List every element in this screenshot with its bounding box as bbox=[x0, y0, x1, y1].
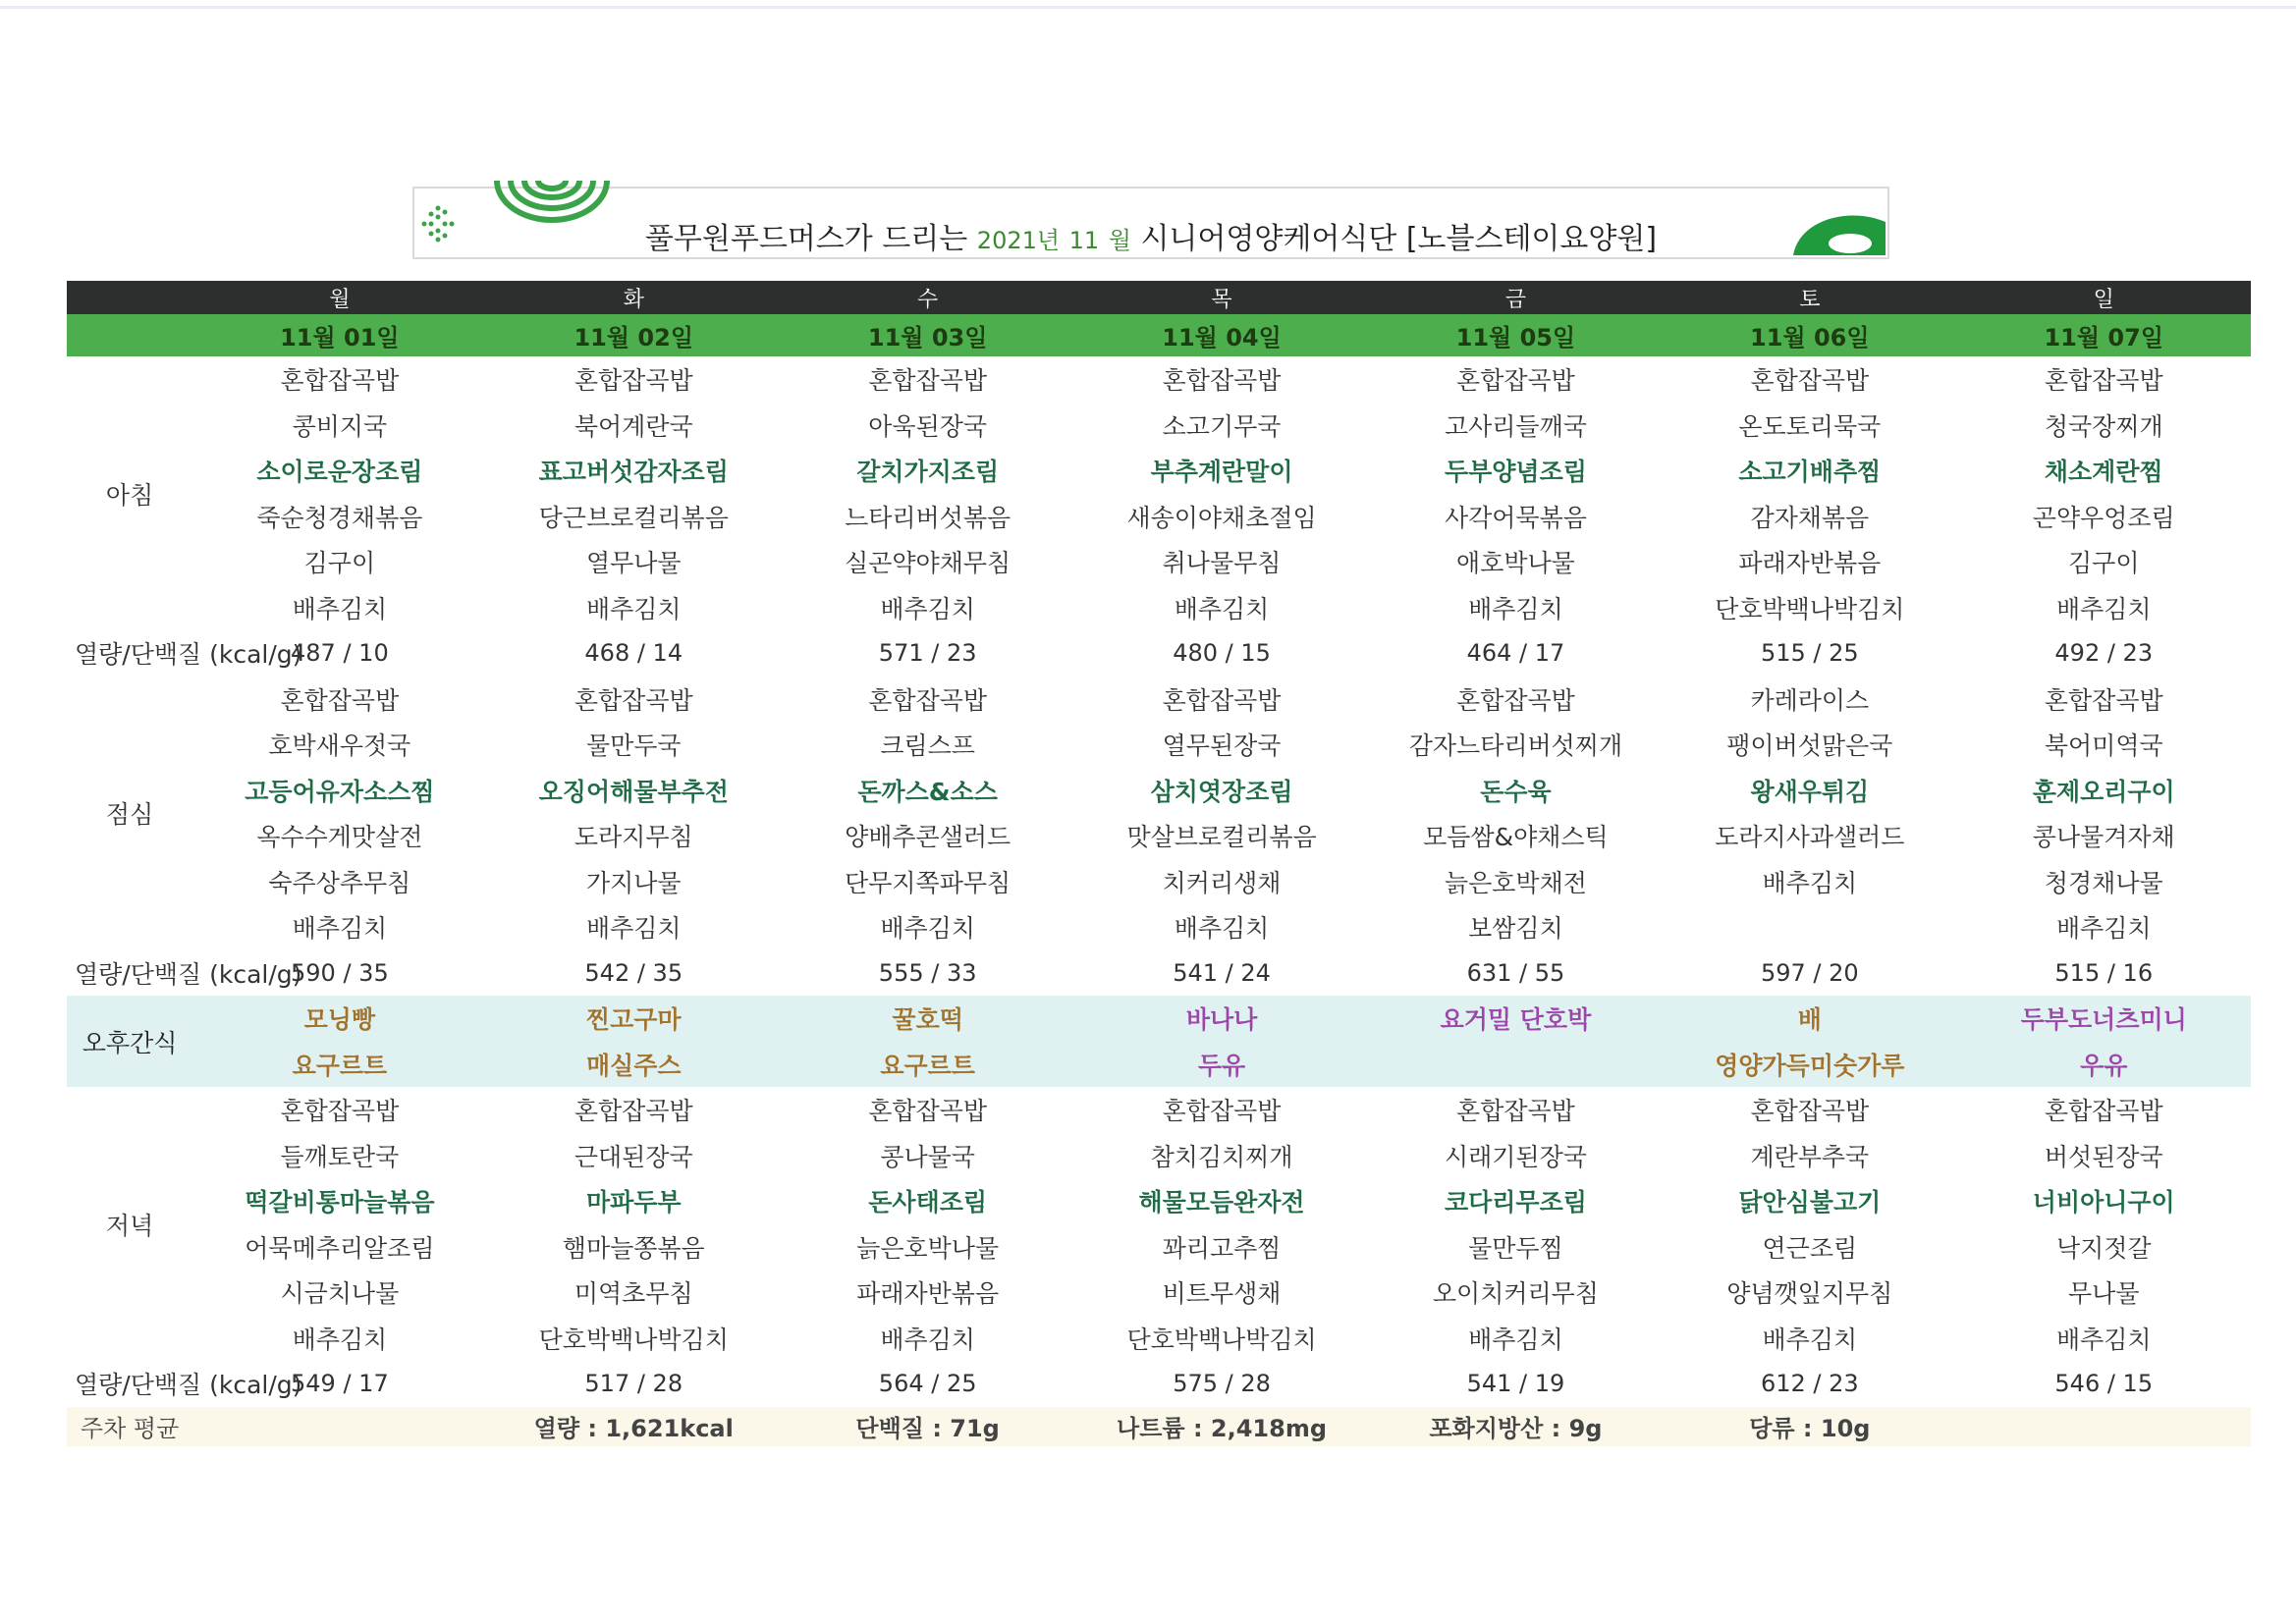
lunch-row bbox=[67, 768, 2251, 814]
menu-item: 가지나물 bbox=[585, 868, 682, 897]
menu-item: 치커리생채 bbox=[1162, 868, 1282, 897]
nutrition-value: 571 / 23 bbox=[878, 639, 977, 668]
menu-item: 혼합잡곡밥 bbox=[574, 1097, 693, 1126]
snack-item: 배 bbox=[1663, 996, 1956, 1042]
menu-item: 혼합잡곡밥 bbox=[1750, 1097, 1870, 1126]
menu-item: 김구이 bbox=[303, 549, 376, 578]
nutrition-value: 541 / 24 bbox=[1173, 958, 1271, 987]
nutrition-value: 555 / 33 bbox=[878, 958, 977, 987]
menu-item: 삼치엿장조림 bbox=[1150, 777, 1293, 806]
menu-item: 소고기무국 bbox=[1162, 411, 1282, 441]
menu-item: 아욱된장국 bbox=[868, 411, 988, 441]
menu-item: 미역초무침 bbox=[574, 1279, 693, 1309]
menu-item: 연근조림 bbox=[1762, 1233, 1858, 1263]
menu-item: 고사리들깨국 bbox=[1444, 411, 1587, 441]
menu-item: 혼합잡곡밥 bbox=[868, 366, 988, 396]
menu-item: 청경채나물 bbox=[2044, 868, 2163, 897]
breakfast-nutrition-row bbox=[67, 630, 2251, 676]
menu-item: 배추김치 bbox=[880, 594, 975, 623]
nutrition-value: 564 / 25 bbox=[878, 1370, 977, 1398]
menu-item: 혼합잡곡밥 bbox=[1162, 1097, 1282, 1126]
menu-item: 혼합잡곡밥 bbox=[574, 366, 693, 396]
menu-item: 혼합잡곡밥 bbox=[280, 1097, 400, 1126]
dinner-row bbox=[67, 1270, 2251, 1316]
nutrition-value: 631 / 55 bbox=[1466, 958, 1565, 987]
nutrition-value: 515 / 25 bbox=[1760, 639, 1859, 668]
weekly-average-value: 당류 : 10g bbox=[1663, 1407, 1956, 1446]
menu-item: 배추김치 bbox=[2055, 594, 2152, 623]
date-row bbox=[67, 314, 2251, 356]
menu-item: 시래기된장국 bbox=[1444, 1142, 1587, 1171]
weekday-label: 목 bbox=[1074, 281, 1368, 314]
snack-item: 요구르트 bbox=[781, 1042, 1074, 1088]
menu-item: 들깨토란국 bbox=[280, 1142, 400, 1171]
menu-item: 코다리무조림 bbox=[1444, 1188, 1587, 1217]
menu-item: 단호박백나박김치 bbox=[538, 1325, 729, 1354]
menu-item: 느타리버섯볶음 bbox=[845, 503, 1011, 532]
menu-item: 맛살브로컬리볶음 bbox=[1126, 823, 1317, 852]
menu-item: 배추김치 bbox=[585, 914, 682, 944]
snack-row bbox=[67, 1042, 2251, 1088]
menu-item: 북어계란국 bbox=[574, 411, 693, 441]
snack-row bbox=[67, 996, 2251, 1042]
date-cell: 11월 07일 bbox=[1957, 314, 2251, 356]
dinner-row bbox=[67, 1178, 2251, 1224]
nutrition-value: 612 / 23 bbox=[1760, 1370, 1859, 1398]
menu-item: 크림스프 bbox=[880, 731, 975, 761]
menu-item: 혼합잡곡밥 bbox=[1162, 685, 1282, 715]
nutrition-value: 549 / 17 bbox=[291, 1370, 389, 1398]
menu-item: 콩나물겨자채 bbox=[2032, 823, 2175, 852]
menu-item: 혼합잡곡밥 bbox=[2044, 685, 2163, 715]
menu-item: 참치김치찌개 bbox=[1150, 1142, 1293, 1171]
title-month-suffix: 월 bbox=[1108, 227, 1131, 254]
nutrition-label: 열량/단백질 (kcal/g) bbox=[75, 1371, 302, 1400]
banner-title bbox=[414, 214, 1887, 257]
menu-item: 늙은호박채전 bbox=[1444, 868, 1587, 897]
menu-item: 배추김치 bbox=[1174, 914, 1270, 944]
menu-item: 비트무생채 bbox=[1162, 1279, 1282, 1309]
nutrition-label: 열량/단백질 (kcal/g) bbox=[75, 959, 302, 989]
menu-item: 숙주상추무침 bbox=[268, 868, 411, 897]
leaf-swoosh-icon bbox=[1789, 210, 1887, 255]
weekday-label: 수 bbox=[781, 281, 1074, 314]
menu-item: 콩나물국 bbox=[880, 1142, 975, 1171]
menu-item: 무나물 bbox=[2068, 1279, 2140, 1309]
nutrition-label: 열량/단백질 (kcal/g) bbox=[75, 640, 302, 670]
nutrition-value: 464 / 17 bbox=[1466, 639, 1565, 668]
weekly-average-value: 열량 : 1,621kcal bbox=[487, 1407, 781, 1446]
title-banner bbox=[412, 187, 1889, 259]
menu-item: 돈사태조림 bbox=[868, 1188, 988, 1217]
dinner-nutrition-row bbox=[67, 1361, 2251, 1407]
dinner-row bbox=[67, 1133, 2251, 1179]
menu-item: 모듬쌈&야채스틱 bbox=[1423, 823, 1609, 852]
snack-item: 바나나 bbox=[1074, 996, 1368, 1042]
menu-item: 감자채볶음 bbox=[1750, 503, 1870, 532]
breakfast-row bbox=[67, 585, 2251, 631]
menu-item: 호박새우젓국 bbox=[268, 731, 411, 761]
dinner-row bbox=[67, 1316, 2251, 1362]
weekly-average-value bbox=[1957, 1407, 2251, 1446]
menu-item: 도라지무침 bbox=[574, 823, 693, 852]
menu-item: 북어미역국 bbox=[2044, 731, 2163, 761]
nutrition-value: 487 / 10 bbox=[291, 639, 389, 668]
menu-item: 표고버섯감자조림 bbox=[538, 458, 729, 487]
menu-item: 마파두부 bbox=[585, 1188, 682, 1217]
date-cell: 11월 05일 bbox=[1369, 314, 1663, 356]
menu-item: 양념깻잎지무침 bbox=[1726, 1279, 1893, 1309]
weekly-average-value: 나트륨 : 2,418mg bbox=[1074, 1407, 1368, 1446]
weekday-label: 월 bbox=[192, 281, 486, 314]
snack-item: 모닝빵 bbox=[192, 996, 486, 1042]
date-cell: 11월 06일 bbox=[1663, 314, 1956, 356]
breakfast-row bbox=[67, 403, 2251, 449]
menu-item: 배추김치 bbox=[585, 594, 682, 623]
title-month: 11 bbox=[1068, 227, 1100, 254]
menu-item: 어묵메추리알조림 bbox=[245, 1233, 435, 1263]
dinner-row bbox=[67, 1087, 2251, 1133]
menu-item: 오이치커리무침 bbox=[1432, 1279, 1599, 1309]
menu-item: 새송이야채초절임 bbox=[1126, 503, 1317, 532]
menu-item: 너비아니구이 bbox=[2032, 1188, 2175, 1217]
menu-item: 혼합잡곡밥 bbox=[280, 685, 400, 715]
menu-item: 옥수수게맛살전 bbox=[256, 823, 423, 852]
weekly-average-value: 포화지방산 : 9g bbox=[1369, 1407, 1663, 1446]
menu-item: 혼합잡곡밥 bbox=[1750, 366, 1870, 396]
menu-item: 단호박백나박김치 bbox=[1126, 1325, 1317, 1354]
menu-item: 배추김치 bbox=[292, 594, 388, 623]
snack-item: 꿀호떡 bbox=[781, 996, 1074, 1042]
weekly-average-value bbox=[192, 1407, 486, 1446]
menu-item: 청국장찌개 bbox=[2044, 411, 2163, 441]
menu-item: 파래자반볶음 bbox=[1738, 549, 1882, 578]
menu-item: 카레라이스 bbox=[1750, 685, 1870, 715]
title-year-suffix: 년 bbox=[1036, 227, 1061, 254]
nutrition-value: 597 / 20 bbox=[1760, 958, 1859, 987]
menu-item: 온도토리묵국 bbox=[1738, 411, 1882, 441]
corner-cell bbox=[67, 281, 192, 314]
breakfast-row bbox=[67, 356, 2251, 403]
menu-item: 혼합잡곡밥 bbox=[1162, 366, 1282, 396]
menu-item: 양배추콘샐러드 bbox=[845, 823, 1011, 852]
menu-item: 열무나물 bbox=[585, 549, 682, 578]
menu-item: 감자느타리버섯찌개 bbox=[1408, 731, 1623, 761]
nutrition-value: 546 / 15 bbox=[2054, 1370, 2154, 1398]
menu-item: 채소계란찜 bbox=[2044, 458, 2163, 487]
menu-item: 부추계란말이 bbox=[1150, 458, 1293, 487]
lunch-row bbox=[67, 722, 2251, 768]
lunch-row bbox=[67, 813, 2251, 859]
lunch-row bbox=[67, 676, 2251, 723]
menu-item: 훈제오리구이 bbox=[2032, 777, 2175, 806]
weekday-label: 일 bbox=[1957, 281, 2251, 314]
menu-item: 배추김치 bbox=[1468, 1325, 1563, 1354]
menu-item: 팽이버섯맑은국 bbox=[1726, 731, 1893, 761]
weekday-label: 화 bbox=[487, 281, 781, 314]
menu-item: 소이로운장조림 bbox=[256, 458, 423, 487]
menu-item: 혼합잡곡밥 bbox=[1456, 366, 1575, 396]
menu-item: 물만두국 bbox=[585, 731, 682, 761]
menu-item: 해물모듬완자전 bbox=[1138, 1188, 1305, 1217]
weekly-average-value: 단백질 : 71g bbox=[781, 1407, 1074, 1446]
menu-item: 혼합잡곡밥 bbox=[574, 685, 693, 715]
menu-item: 버섯된장국 bbox=[2044, 1142, 2163, 1171]
weekly-average-row bbox=[67, 1407, 2251, 1446]
weekly-menu-table bbox=[67, 281, 2251, 1446]
lunch-label: 점심 bbox=[105, 800, 154, 829]
menu-item: 시금치나물 bbox=[280, 1279, 400, 1309]
menu-item: 떡갈비통마늘볶음 bbox=[245, 1188, 435, 1217]
menu-item: 취나물무침 bbox=[1162, 549, 1282, 578]
nutrition-value: 542 / 35 bbox=[584, 958, 683, 987]
menu-item: 혼합잡곡밥 bbox=[1456, 685, 1575, 715]
menu-item: 오징어해물부추전 bbox=[538, 777, 729, 806]
menu-item: 배추김치 bbox=[1468, 594, 1563, 623]
menu-item bbox=[1663, 904, 1956, 950]
snack-item: 찐고구마 bbox=[487, 996, 781, 1042]
menu-item: 고등어유자소스찜 bbox=[245, 777, 435, 806]
menu-item: 소고기배추찜 bbox=[1738, 458, 1882, 487]
title-prefix: 풀무원푸드머스가 드리는 bbox=[644, 222, 968, 256]
menu-item: 죽순청경채볶음 bbox=[256, 503, 423, 532]
breakfast-row bbox=[67, 494, 2251, 540]
menu-item: 사각어묵볶음 bbox=[1444, 503, 1587, 532]
lunch-nutrition-row bbox=[67, 950, 2251, 997]
snack-item: 요구르트 bbox=[192, 1042, 486, 1088]
dinner-row bbox=[67, 1224, 2251, 1271]
menu-item: 당근브로컬리볶음 bbox=[538, 503, 729, 532]
weekday-label: 금 bbox=[1369, 281, 1663, 314]
nutrition-value: 492 / 23 bbox=[2054, 639, 2154, 668]
menu-item: 배추김치 bbox=[2055, 1325, 2152, 1354]
menu-item: 근대된장국 bbox=[574, 1142, 693, 1171]
menu-item: 실곤약야채무침 bbox=[845, 549, 1011, 578]
menu-item: 배추김치 bbox=[1174, 594, 1270, 623]
title-main: 시니어영양케어식단 bbox=[1140, 222, 1397, 256]
menu-item: 곤약우엉조림 bbox=[2032, 503, 2175, 532]
menu-item: 배추김치 bbox=[292, 914, 388, 944]
breakfast-label: 아침 bbox=[105, 480, 154, 510]
menu-item: 혼합잡곡밥 bbox=[868, 1097, 988, 1126]
nutrition-value: 541 / 19 bbox=[1466, 1370, 1565, 1398]
menu-item: 애호박나물 bbox=[1456, 549, 1575, 578]
menu-item: 돈까스&소스 bbox=[857, 777, 998, 806]
menu-item: 닭안심불고기 bbox=[1738, 1188, 1882, 1217]
nutrition-value: 480 / 15 bbox=[1173, 639, 1271, 668]
menu-item: 배추김치 bbox=[2055, 914, 2152, 944]
menu-item: 혼합잡곡밥 bbox=[280, 366, 400, 396]
snack-item: 매실주스 bbox=[487, 1042, 781, 1088]
snack-item: 두부도너츠미니 bbox=[1957, 996, 2251, 1042]
menu-item: 배추김치 bbox=[880, 914, 975, 944]
menu-item: 왕새우튀김 bbox=[1750, 777, 1870, 806]
menu-item: 두부양념조림 bbox=[1444, 458, 1587, 487]
nutrition-value: 517 / 28 bbox=[584, 1370, 683, 1398]
date-row-corner bbox=[67, 314, 192, 356]
snack-item: 요거밀 단호박 bbox=[1369, 996, 1663, 1042]
scan-edge-line bbox=[0, 6, 2296, 9]
lunch-row bbox=[67, 859, 2251, 905]
date-cell: 11월 04일 bbox=[1074, 314, 1368, 356]
snack-item: 우유 bbox=[1957, 1042, 2251, 1088]
snack-item bbox=[1369, 1042, 1663, 1088]
title-facility: [노블스테이요양원] bbox=[1405, 222, 1658, 256]
menu-item: 콩비지국 bbox=[292, 411, 388, 441]
snack-label: 오후간식 bbox=[67, 996, 192, 1087]
weekday-header-row bbox=[67, 281, 2251, 314]
title-year: 2021 bbox=[976, 227, 1037, 254]
menu-item: 갈치가지조림 bbox=[856, 458, 1000, 487]
menu-item: 돈수육 bbox=[1480, 777, 1552, 806]
lunch-row bbox=[67, 904, 2251, 950]
menu-item: 배추김치 bbox=[1762, 1325, 1858, 1354]
menu-item: 늙은호박나물 bbox=[856, 1233, 1000, 1263]
menu-item: 계란부추국 bbox=[1750, 1142, 1870, 1171]
menu-item: 혼합잡곡밥 bbox=[868, 685, 988, 715]
menu-item: 혼합잡곡밥 bbox=[1456, 1097, 1575, 1126]
menu-item: 단무지쪽파무침 bbox=[845, 868, 1011, 897]
snack-item: 두유 bbox=[1074, 1042, 1368, 1088]
menu-item: 보쌈김치 bbox=[1468, 914, 1563, 944]
menu-item: 배추김치 bbox=[1762, 868, 1858, 897]
snack-item: 영양가득미숫가루 bbox=[1663, 1042, 1956, 1088]
menu-item: 열무된장국 bbox=[1162, 731, 1282, 761]
weekly-average-label: 주차 평균 bbox=[67, 1407, 192, 1446]
menu-item: 햄마늘쫑볶음 bbox=[562, 1233, 705, 1263]
breakfast-row bbox=[67, 448, 2251, 494]
menu-item: 혼합잡곡밥 bbox=[2044, 1097, 2163, 1126]
weekday-label: 토 bbox=[1663, 281, 1956, 314]
breakfast-row bbox=[67, 539, 2251, 585]
menu-item: 배추김치 bbox=[880, 1325, 975, 1354]
menu-item: 꽈리고추찜 bbox=[1162, 1233, 1282, 1263]
nutrition-value: 468 / 14 bbox=[584, 639, 683, 668]
menu-item: 단호박백나박김치 bbox=[1715, 594, 1905, 623]
date-cell: 11월 03일 bbox=[781, 314, 1074, 356]
date-cell: 11월 01일 bbox=[192, 314, 486, 356]
menu-item: 도라지사과샐러드 bbox=[1715, 823, 1905, 852]
date-cell: 11월 02일 bbox=[487, 314, 781, 356]
menu-item: 낙지젓갈 bbox=[2055, 1233, 2152, 1263]
menu-item: 파래자반볶음 bbox=[856, 1279, 1000, 1309]
dinner-label: 저녁 bbox=[105, 1211, 154, 1240]
nutrition-value: 590 / 35 bbox=[291, 958, 389, 987]
menu-item: 배추김치 bbox=[292, 1325, 388, 1354]
menu-item: 김구이 bbox=[2068, 549, 2140, 578]
nutrition-value: 515 / 16 bbox=[2054, 958, 2154, 987]
nutrition-value: 575 / 28 bbox=[1173, 1370, 1271, 1398]
menu-item: 혼합잡곡밥 bbox=[2044, 366, 2163, 396]
menu-item: 물만두찜 bbox=[1468, 1233, 1563, 1263]
